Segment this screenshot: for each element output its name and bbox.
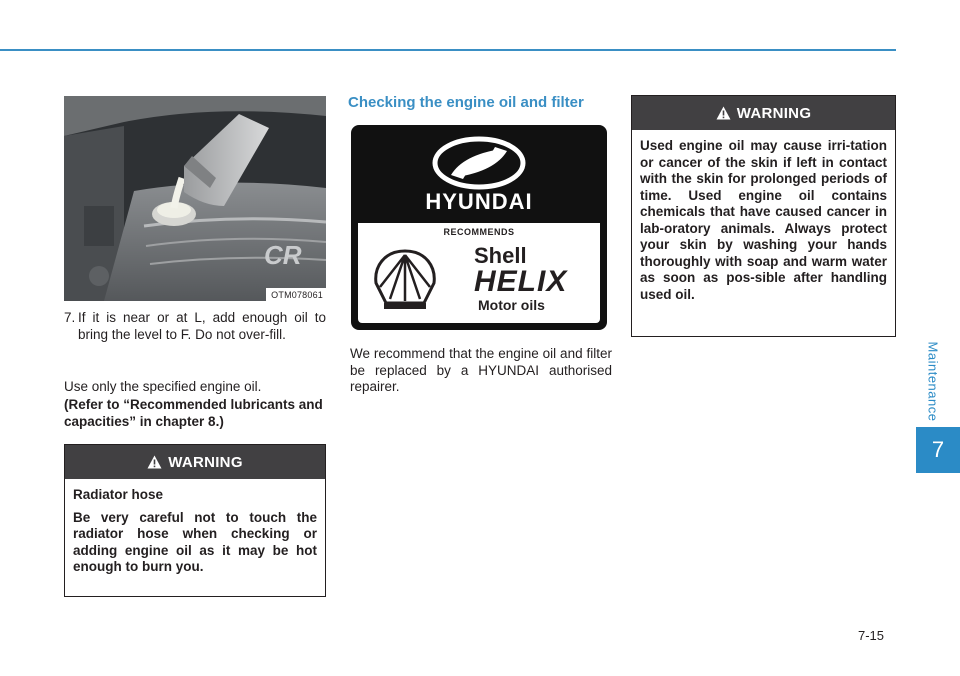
used-oil-warning <box>631 95 896 337</box>
warning-triangle-icon <box>716 106 731 120</box>
engine-bay-illustration <box>64 96 326 301</box>
warning-title: Radiator hose <box>73 487 164 502</box>
shell-panel <box>358 223 600 323</box>
photo-reference-code: OTM078061 <box>266 288 326 301</box>
shell-logo-icon <box>370 247 440 313</box>
replacement-recommendation: We recommend that the engine oil and filter be replaced by a HYUNDAI authorised repairer. <box>350 346 612 394</box>
warning-body <box>632 130 895 303</box>
step-7 <box>64 310 326 343</box>
recommends-label: RECOMMENDS <box>443 227 515 237</box>
step-number: 7. <box>64 310 76 325</box>
oil-note: Use only the specified engine oil. <box>64 379 262 394</box>
oil-reference: (Refer to “Recommended lubricants and capacities” in chapter 8.) <box>64 397 323 429</box>
hyundai-wordmark: HYUNDAI <box>425 189 533 214</box>
warning-text: Used engine oil may cause irri-tation or cancer of the skin if left in contact with the skin for prolonged periods of time. Used engine oil contains chemicals that have caused cancer in lab-oratory animals. Always protect your skin by washing your hands thoroughly with soap and warm water as soon as pos-sible after handling used oil. <box>640 138 887 302</box>
helix-wordmark: HELIX <box>474 265 568 298</box>
warning-body <box>65 479 325 576</box>
hyundai-shell-recommendation-logo <box>351 125 607 330</box>
warning-text: Be very careful not to touch the radiator hose when checking or adding engine oil as it may be hot enough to burn you. <box>73 509 317 574</box>
motor-oils-label: Motor oils <box>478 297 545 313</box>
engine-oil-fill-photo <box>64 96 326 301</box>
warning-heading: WARNING <box>736 104 812 122</box>
warning-header <box>65 445 325 479</box>
header-rule <box>0 49 896 51</box>
radiator-hose-warning <box>64 444 326 597</box>
warning-heading: WARNING <box>168 453 243 471</box>
section-tab-label: Maintenance <box>925 341 941 421</box>
shell-wordmark: Shell <box>474 243 527 268</box>
svg-text:CR: CR <box>264 240 302 270</box>
warning-triangle-icon <box>147 455 162 469</box>
step-text: If it is near or at L, add enough oil to bring the level to F. Do not over-fill. <box>78 310 326 342</box>
chapter-number-badge: 7 <box>916 427 960 473</box>
warning-header <box>632 96 895 130</box>
section-heading: Checking the engine oil and filter <box>348 94 584 111</box>
page-number: 7-15 <box>858 628 885 643</box>
